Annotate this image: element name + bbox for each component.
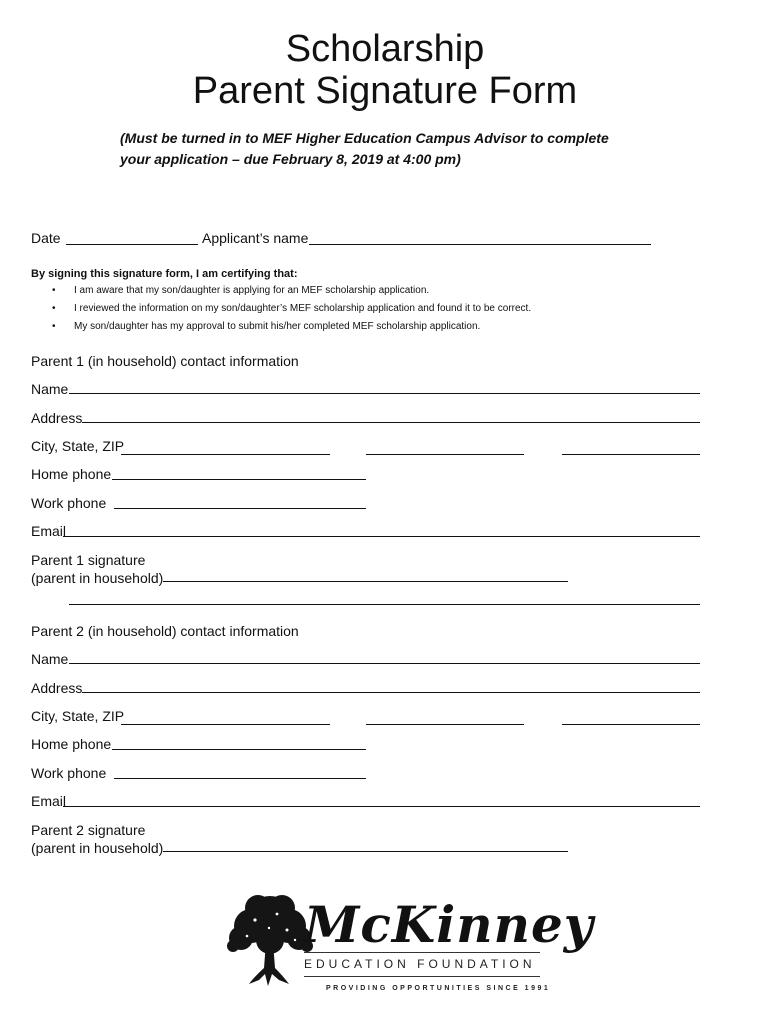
applicant-name-label: Applicant’s name bbox=[202, 230, 309, 246]
parent2-name-field[interactable] bbox=[69, 663, 700, 664]
parent1-signature-extra-line[interactable] bbox=[69, 604, 700, 605]
certification-item-text: I reviewed the information on my son/daughter’s MEF scholarship application and found it to be correct. bbox=[74, 303, 532, 314]
parent1-address-label: Address bbox=[31, 410, 83, 426]
parent1-city-field[interactable] bbox=[121, 454, 330, 455]
parent1-email-label: Email bbox=[31, 523, 67, 539]
parent2-home-phone-field[interactable] bbox=[112, 749, 366, 750]
parent2-signature-field[interactable] bbox=[163, 851, 568, 852]
parent1-work-phone-field[interactable] bbox=[114, 508, 366, 509]
logo-rule-bottom bbox=[304, 976, 540, 977]
certification-item bbox=[52, 284, 429, 298]
parent1-home-phone-field[interactable] bbox=[112, 479, 366, 480]
parent2-city-field[interactable] bbox=[121, 724, 330, 725]
parent1-work-phone-label: Work phone bbox=[31, 495, 107, 511]
applicant-name-field[interactable] bbox=[309, 244, 651, 245]
parent2-name-label: Name bbox=[31, 651, 69, 667]
parent2-address-label: Address bbox=[31, 680, 83, 696]
parent2-work-phone-field[interactable] bbox=[114, 778, 366, 779]
logo-rule-top bbox=[304, 952, 540, 953]
parent1-address-field[interactable] bbox=[82, 422, 700, 423]
certification-intro: By signing this signature form, I am certifying that: bbox=[31, 268, 298, 280]
date-label: Date bbox=[31, 230, 61, 246]
parent1-name-label: Name bbox=[31, 381, 69, 397]
parent1-signature-sublabel: (parent in household) bbox=[31, 570, 164, 586]
subtitle-line1: (Must be turned in to MEF Higher Education Campus Advisor to complete bbox=[120, 130, 609, 146]
parent1-signature-field[interactable] bbox=[163, 581, 568, 582]
parent2-home-phone-label: Home phone bbox=[31, 736, 112, 752]
tree-icon bbox=[225, 890, 315, 990]
parent1-state-field[interactable] bbox=[366, 454, 524, 455]
parent2-zip-field[interactable] bbox=[562, 724, 700, 725]
parent1-zip-field[interactable] bbox=[562, 454, 700, 455]
logo-subtitle: EDUCATION FOUNDATION bbox=[304, 957, 536, 971]
parent2-email-field[interactable] bbox=[63, 806, 700, 807]
logo-wordmark: McKinney bbox=[304, 895, 594, 954]
certification-item-text: I am aware that my son/daughter is applying for an MEF scholarship application. bbox=[74, 285, 430, 296]
parent1-heading: Parent 1 (in household) contact information bbox=[31, 353, 299, 369]
bullet-icon: • bbox=[52, 321, 56, 332]
parent1-city-label: City, State, ZIP bbox=[31, 438, 125, 454]
form-title-line1: Scholarship bbox=[285, 28, 485, 70]
parent2-signature-label: Parent 2 signature bbox=[31, 822, 146, 838]
logo-tagline: PROVIDING OPPORTUNITIES SINCE 1991 bbox=[326, 985, 551, 992]
parent1-email-field[interactable] bbox=[63, 536, 700, 537]
parent2-email-label: Email bbox=[31, 793, 67, 809]
bullet-icon: • bbox=[52, 303, 56, 314]
parent2-heading: Parent 2 (in household) contact information bbox=[31, 623, 299, 639]
certification-item bbox=[52, 302, 531, 316]
certification-item bbox=[52, 320, 480, 334]
subtitle-line2: your application – due February 8, 2019 at 4:00 pm) bbox=[120, 151, 461, 167]
bullet-icon: • bbox=[52, 285, 56, 296]
certification-item-text: My son/daughter has my approval to submit his/her completed MEF scholarship application. bbox=[74, 321, 481, 332]
parent1-name-field[interactable] bbox=[69, 393, 700, 394]
form-title-line2: Parent Signature Form bbox=[192, 70, 578, 112]
parent2-address-field[interactable] bbox=[82, 692, 700, 693]
parent2-city-label: City, State, ZIP bbox=[31, 708, 125, 724]
subtitle bbox=[120, 128, 680, 170]
date-field[interactable] bbox=[66, 244, 198, 245]
parent2-work-phone-label: Work phone bbox=[31, 765, 107, 781]
parent1-signature-label: Parent 1 signature bbox=[31, 552, 146, 568]
parent2-signature-sublabel: (parent in household) bbox=[31, 840, 164, 856]
parent2-state-field[interactable] bbox=[366, 724, 524, 725]
parent1-home-phone-label: Home phone bbox=[31, 466, 112, 482]
